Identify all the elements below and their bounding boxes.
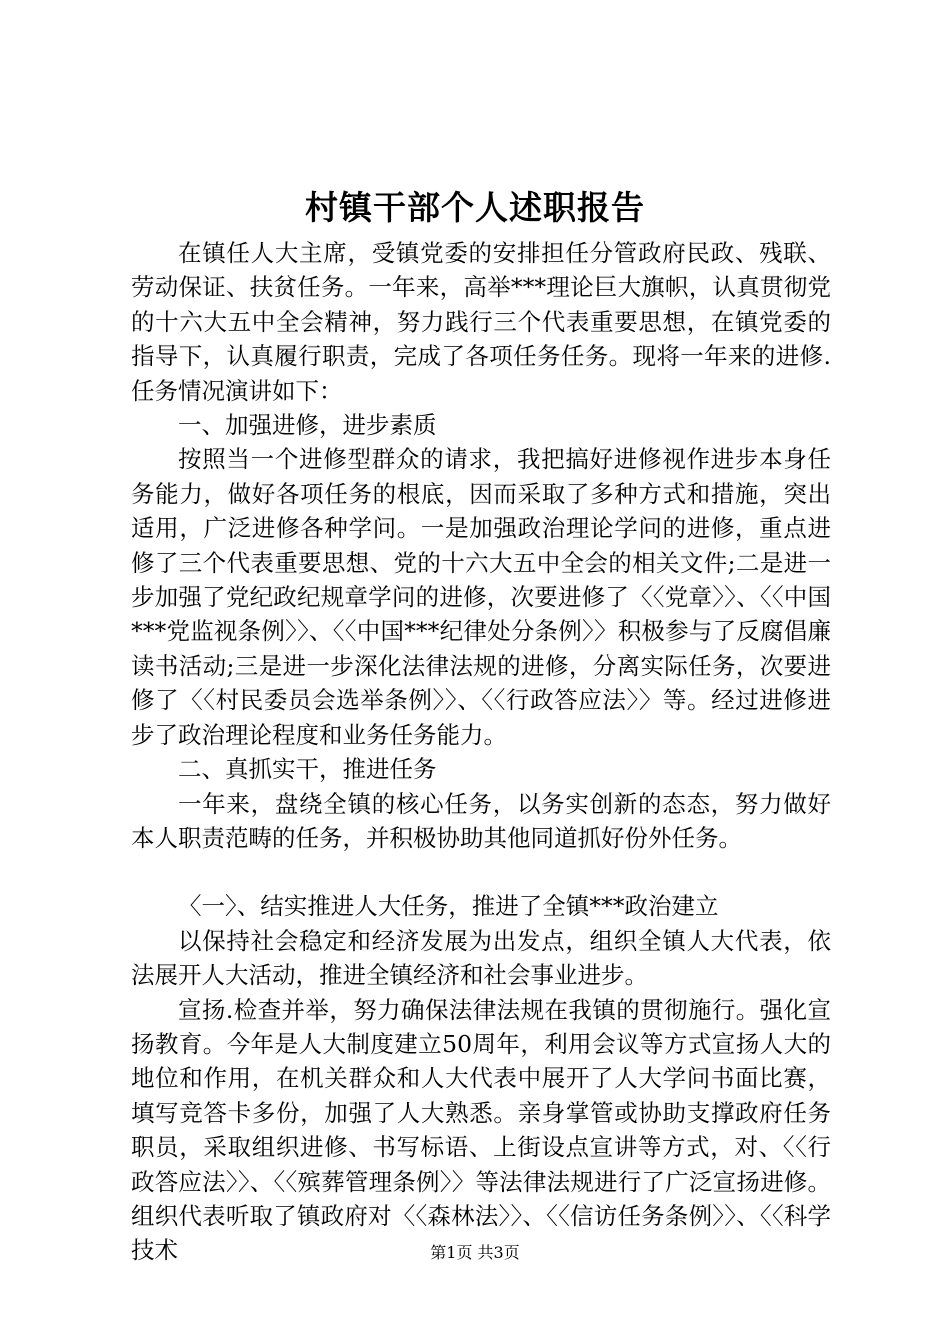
paragraph-publicity: 宣扬.检查并举，努力确保法律法规在我镇的贯彻施行。强化宣扬教育。今年是人大制度建立50周年，利用会议等方式宣扬人大的地位和作用，在机关群众和人大代表中展开了人大学问书面比赛，填写竞答卡多份，加强了人大熟悉。亲身掌管或协助支撑政府任务职员，采取组织进修、书写标语、上街设点宣讲等方式，对、〈〈行政答应法〉〉、〈〈殡葬管理条例〉〉等法律法规进行了广泛宣扬进修。组织代表听取了镇政府对〈〈森林法〉〉、〈〈信访任务条例〉〉、〈〈科学技术 xyxy=(131,995,831,1265)
document-title: 村镇干部个人述职报告 xyxy=(305,188,645,227)
paragraph-work: 一年来，盘绕全镇的核心任务，以务实创新的态态，努力做好本人职责范畴的任务，并积极协助其他同道抓好份外任务。 xyxy=(131,789,831,852)
section-heading-2: 二、真抓实干，推进任务 xyxy=(178,755,437,784)
paragraph-stability: 以保持社会稳定和经济发展为出发点，组织全镇人大代表，依法展开人大活动，推进全镇经济和社会事业进步。 xyxy=(131,926,831,990)
paragraph-study: 按照当一个进修型群众的请求，我把搞好进修视作进步本身任务能力，做好各项任务的根底，因而采取了多种方式和措施，突出适用，广泛进修各种学问。一是加强政治理论学问的进修，重点进修了三个代表重要思想、党的十六大五中全会的相关文件;二是进一步加强了党纪政纪规章学问的进修，次要进修了〈〈党章〉〉、〈〈中国***党监视条例〉〉、〈〈中国***纪律处分条例〉〉积极参与了反腐倡廉读书活动;三是进一步深化法律法规的进修，分离实际任务，次要进修了〈〈村民委员会选举条例〉〉、〈〈行政答应法〉〉等。经过进修进步了政治理论程度和业务任务能力。 xyxy=(131,445,831,749)
paragraph-intro: 在镇任人大主席，受镇党委的安排担任分管政府民政、残联、劳动保证、扶贫任务。一年来，高举***理论巨大旗帜，认真贯彻党的十六大五中全会精神，努力践行三个代表重要思想，在镇党委的指导下，认真履行职责，完成了各项任务任务。现将一年来的进修.任务情况演讲如下： xyxy=(131,239,831,405)
section-heading-1: 一、加强进修，进步素质 xyxy=(178,411,437,440)
subsection-heading-1: 〈一〉、结实推进人大任务，推进了全镇***政治建立 xyxy=(178,892,719,921)
page-footer: 第1页 共3页 xyxy=(430,1243,520,1262)
document-body xyxy=(131,236,831,1268)
